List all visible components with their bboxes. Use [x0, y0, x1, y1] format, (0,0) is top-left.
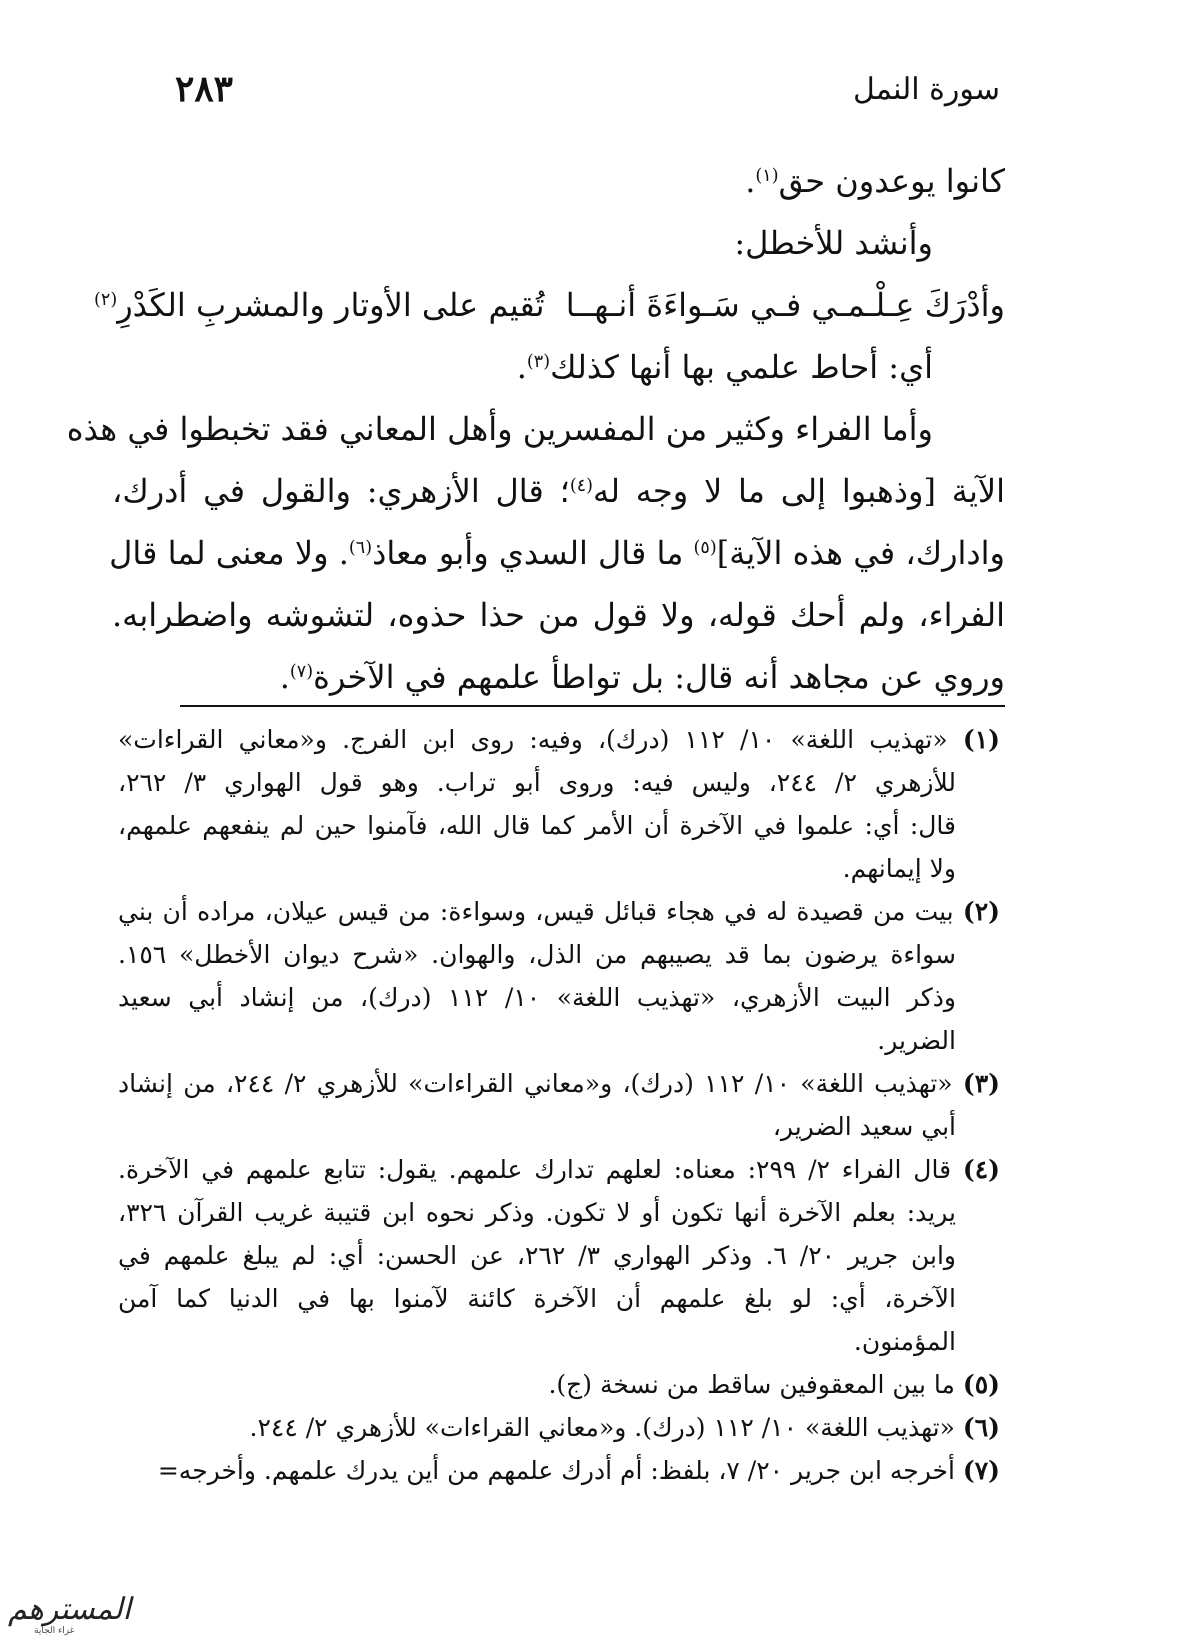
- footnote-number: (٥): [962, 1370, 1000, 1399]
- footnote-number: (٧): [962, 1456, 1000, 1485]
- footnote-line: وابن جرير ٢٠/ ٦. وذكر الهواري ٣/ ٢٦٢، عن الحسن: أي: لم يبلغ علمهم في: [118, 1241, 956, 1270]
- footnote-6: [118, 1406, 1000, 1449]
- text-line: كانوا يوعدون حق$^{(١)}$.: [745, 162, 1005, 200]
- footnote-marker[interactable]: (٢): [94, 290, 118, 311]
- surah-title: سورة النمل: [853, 72, 1000, 107]
- footnote-line: (٦) «تهذيب اللغة» ١٠/ ١١٢ (درك). و«معاني القراءات» للأزهري ٢/ ٢٤٤.: [249, 1413, 1000, 1442]
- footnote-line: ولا إيمانهم.: [842, 854, 956, 883]
- footnote-line: أبي سعيد الضرير،: [772, 1112, 956, 1141]
- footnote-line: المؤمنون.: [853, 1327, 956, 1356]
- footnote-line: (٧) أخرجه ابن جرير ٢٠/ ٧، بلفظ: أم أدرك علمهم من أين يدرك علمهم. وأخرجه=: [157, 1456, 1000, 1485]
- logo-calligraphy: المسترهم: [8, 1592, 131, 1627]
- footnote-number: (٣): [962, 1069, 1001, 1098]
- footnote-5: [118, 1363, 1000, 1406]
- text-line: وأما الفراء وكثير من المفسرين وأهل المعاني فقد تخبطوا في هذه: [66, 410, 933, 448]
- text-line: وروي عن مجاهد أنه قال: بل تواطأ علمهم في الآخرة$^{(٧)}$.: [279, 658, 1005, 696]
- footnote-line: (٣) «تهذيب اللغة» ١٠/ ١١٢ (درك)، و«معاني القراءات» للأزهري ٢/ ٢٤٤، من إنشاد: [118, 1069, 1001, 1098]
- footnote-marker[interactable]: (٤): [569, 476, 594, 497]
- footnote-line: (٢) بيت من قصيدة له في هجاء قبائل قيس، وسواءة: من قيس عيلان، مراده أن بني: [118, 897, 1001, 926]
- footnote-line: الآخرة، أي: لو بلغ علمهم أن الآخرة كائنة لآمنوا بها في الدنيا كما آمن: [118, 1284, 956, 1313]
- footnote-number: (١): [962, 725, 1000, 754]
- verse-hemistich-second: تُقيم على الأوتار والمشربِ الكَدْرِ$^{(٢)}$: [94, 286, 545, 324]
- footnotes: [118, 718, 1000, 1492]
- verse-hemistich-first: وأدْرَكَ عِـلْـمـي فـي سَـواءَةَ أنـهــا: [565, 286, 1005, 324]
- main-text: [66, 150, 1006, 708]
- footnote-line: (١) «تهذيب اللغة» ١٠/ ١١٢ (درك)، وفيه: روى ابن الفرج. و«معاني القراءات»: [118, 725, 1000, 754]
- footnote-line: قال: أي: علموا في الآخرة أن الأمر كما قال الله، فآمنوا حين لم ينفعهم علمهم،: [118, 811, 956, 840]
- footnote-line: سواءة يرضون بما قد يصيبهم من الذل، والهوان. «شرح ديوان الأخطل» ١٥٦.: [118, 940, 956, 969]
- footnote-line: (٥) ما بين المعقوفين ساقط من نسخة (ج).: [548, 1370, 1000, 1399]
- text-line: وادارك، في هذه الآية]$^{(٥)}$ ما قال السدي وأبو معاذ$^{(٦)}$. ولا معنى لما قال: [109, 534, 1005, 572]
- logo-subtext: غزاء الجاية: [34, 1626, 75, 1636]
- footnote-line: (٤) قال الفراء ٢/ ٢٩٩: معناه: لعلهم تدارك علمهم. يقول: تتابع علمهم في الآخرة.: [118, 1155, 1000, 1184]
- footnote-separator: [180, 705, 1005, 707]
- footnote-4: [118, 1148, 1000, 1363]
- footnote-number: (٤): [962, 1155, 1000, 1184]
- text-line: الآية [وذهبوا إلى ما لا وجه له$^{(٤)}$؛ قال الأزهري: والقول في أدرك،: [112, 472, 1006, 510]
- footnote-marker[interactable]: (٧): [289, 662, 314, 683]
- footnote-number: (٢): [962, 897, 1001, 926]
- text-line: الفراء، ولم أحك قوله، ولا قول من حذا حذوه، لتشوشه واضطرابه.: [112, 596, 1005, 634]
- footnote-marker[interactable]: (٦): [348, 538, 373, 559]
- text-line: وأنشد للأخطل:: [734, 224, 933, 262]
- footnote-number: (٦): [962, 1413, 1000, 1442]
- text-line: أي: أحاط علمي بها أنها كذلك$^{(٣)}$.: [516, 348, 933, 386]
- footnote-3: [118, 1062, 1000, 1148]
- page-header: [175, 68, 1000, 122]
- footnote-marker[interactable]: (٣): [526, 352, 551, 373]
- footnote-line: وذكر البيت الأزهري، «تهذيب اللغة» ١٠/ ١١٢ (درك)، من إنشاد أبي سعيد: [118, 983, 956, 1012]
- footnote-line: الضرير.: [877, 1026, 956, 1055]
- footnote-marker[interactable]: (١): [755, 166, 779, 187]
- footnote-marker[interactable]: (٥): [693, 538, 717, 559]
- footnote-7: [118, 1449, 1000, 1492]
- footnote-2: [118, 890, 1000, 1062]
- footnote-1: [118, 718, 1000, 890]
- page-number: ٢٨٣: [175, 68, 234, 110]
- poetry-verse: [94, 274, 1005, 336]
- watermark-logo: [8, 1592, 143, 1642]
- footnote-line: يريد: بعلم الآخرة أنها تكون أو لا تكون. وذكر نحوه ابن قتيبة غريب القرآن ٣٢٦،: [118, 1198, 956, 1227]
- footnote-line: للأزهري ٢/ ٢٤٤، وليس فيه: وروى أبو تراب. وهو قول الهواري ٣/ ٢٦٢،: [118, 768, 956, 797]
